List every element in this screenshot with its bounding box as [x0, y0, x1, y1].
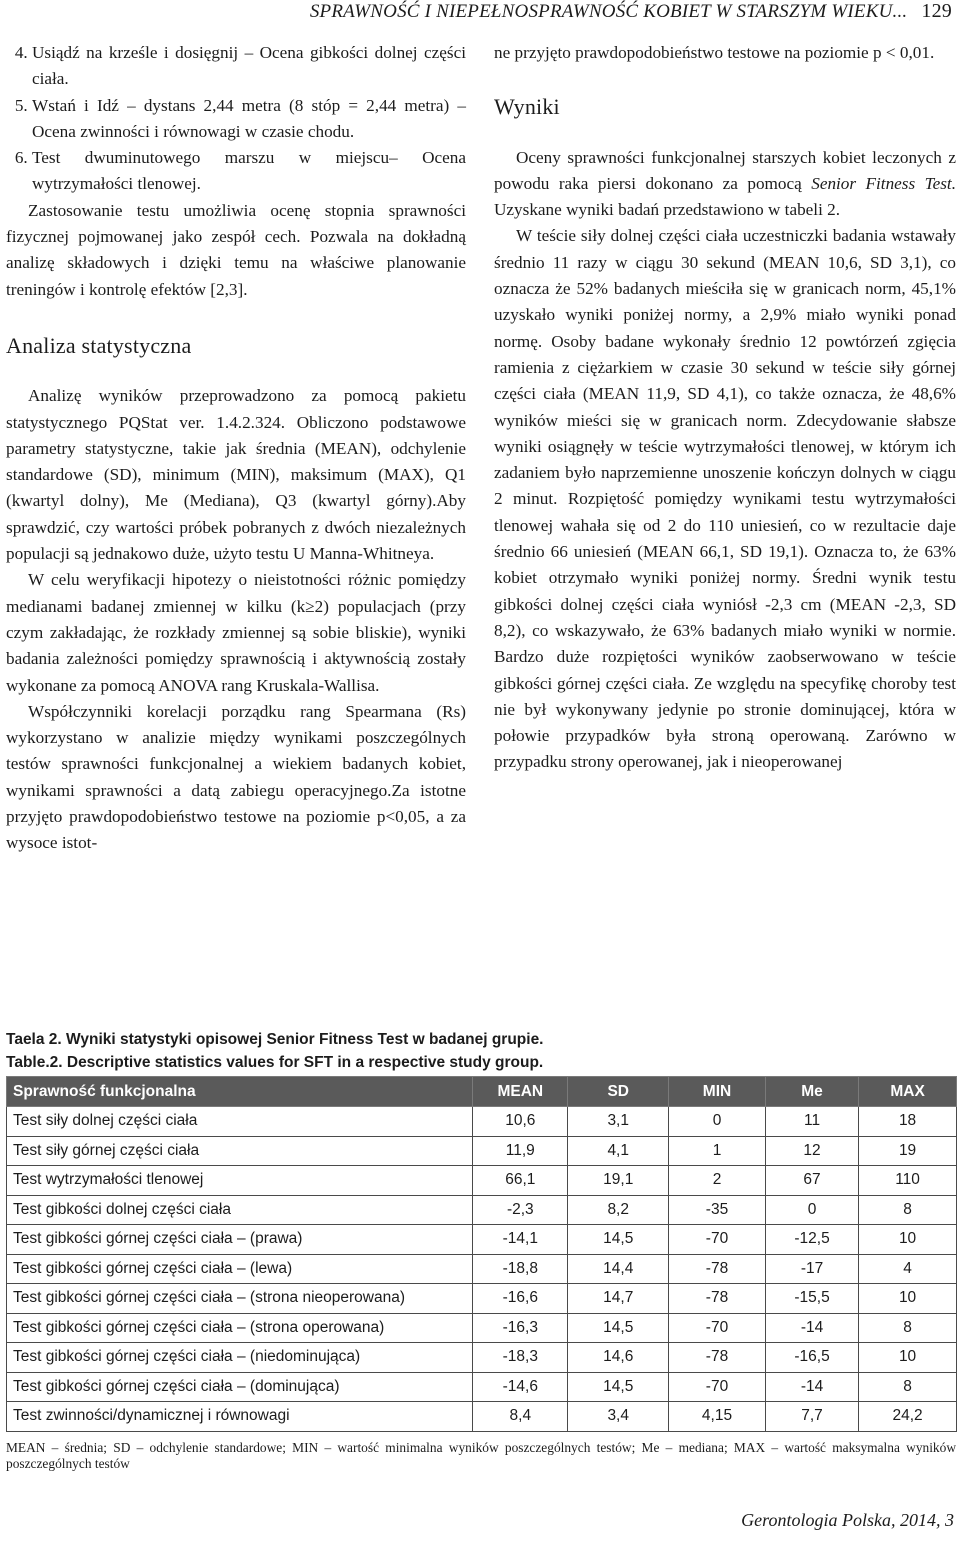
table-caption-en: Table.2. Descriptive statistics values for SFT in a respective study group. — [6, 1054, 544, 1071]
running-header — [310, 0, 952, 23]
value-cell: -35 — [669, 1195, 766, 1225]
value-cell: 19,1 — [568, 1166, 669, 1196]
value-cell: 8,4 — [473, 1402, 568, 1432]
test-name-italic: Senior Fitness Test. — [811, 173, 956, 193]
value-cell: 8 — [859, 1372, 957, 1402]
value-cell: -18,3 — [473, 1343, 568, 1373]
value-cell: -17 — [765, 1254, 858, 1284]
running-title: SPRAWNOŚĆ I NIEPEŁNOSPRAWNOŚĆ KOBIET W STARSZYM WIEKU... — [309, 1, 908, 22]
row-label-cell: Test gibkości górnej części ciała – (prawa) — [7, 1225, 473, 1255]
value-cell: -70 — [669, 1313, 766, 1343]
row-label-cell: Test gibkości górnej części ciała – (lewa) — [7, 1254, 473, 1284]
value-cell: 11,9 — [473, 1136, 568, 1166]
row-label-cell: Test gibkości górnej części ciała – (niedominująca) — [7, 1343, 473, 1373]
value-cell: -70 — [669, 1372, 766, 1402]
statistics-paragraph-2: W celu weryfikacji hipotezy o nieistotności różnic pomiędzy medianami badanej zmiennej w kilku (k≥2) populacjach (przy czym zakładając, że rozkłady zmiennej są sobie bliskie), wyniki badania zależności pomiędzy sprawnością i aktywnością zostały wykonane za pomocą ANOVA rang Kruskala-Wallisa. — [6, 570, 466, 695]
table-row — [7, 1195, 957, 1225]
page-number: 129 — [921, 0, 952, 22]
table-row — [7, 1343, 957, 1373]
value-cell: 1 — [669, 1136, 766, 1166]
header-cell: SD — [568, 1077, 669, 1107]
value-cell: 10,6 — [473, 1107, 568, 1137]
section-heading-statistics: Analiza statystyczna — [6, 332, 192, 358]
value-cell: 10 — [859, 1284, 957, 1314]
header-cell: Me — [765, 1077, 858, 1107]
value-cell: -18,8 — [473, 1254, 568, 1284]
value-cell: 12 — [765, 1136, 858, 1166]
value-cell: -78 — [669, 1284, 766, 1314]
row-label-cell: Test wytrzymałości tlenowej — [7, 1166, 473, 1196]
value-cell: 10 — [859, 1225, 957, 1255]
results-text-b: Uzyskane wyniki badań przedstawiono w tabeli 2. — [494, 200, 841, 220]
value-cell: -14,1 — [473, 1225, 568, 1255]
value-cell: -78 — [669, 1254, 766, 1284]
table-caption-pl: Taela 2. Wyniki statystyki opisowej Senior Fitness Test w badanej grupie. — [6, 1031, 544, 1048]
results-paragraph-2: W teście siły dolnej części ciała uczestniczki badania wstawały średnio 11 razy w ciągu 30 sekund (MEAN 10,6, SD 3,1), co oznacza że 52% badanych mieściła się w granicach norm, 45,1% uzyskało wyniki poniżej normy, a 2,9% miało wyniki ponad normę. Osoby badane wykonały średnio 12 powtórzeń zgięcia ramienia z ciężarkiem w czasie 30 sekund w teście siły górnej części ciała (MEAN 11,9, SD 4,1), co także oznacza, że 48,6% wyników mieści się w granicach norm. Zdecydowanie słabsze wyniki osiągnęły w teście wytrzymałości tlenowej, w którym ich zadaniem było naprzemienne unoszenie kończyn dolnych w ciągu 2 minut. Rozpiętość pomiędzy wynikami testu wytrzymałości tlenowej wahała się od 2 do 110 uniesień, co w rezultacie daje średnio 66 uniesień (MEAN 66,1, SD 19,1). Oznacza to, że 63% kobiet otrzymało wyniki poniżej normy. Średni wynik testu gibkości dolnej części ciała wyniósł -2,3 cm (MEAN -2,3, SD 8,2), co wskazywało, że 63% badanych miało wyniki w normie. Bardzo duże rozpiętości wyników zaobserwowano w teście gibkości górnej części ciała. Ze względu na specyfikę choroby test nie był wykonywany jedynie po stronie dominującej, która w połowie przypadków była stroną operowaną. Zarówno w przypadku strony operowanej, jak i nieoperowanej — [494, 226, 956, 772]
table-header-row — [7, 1077, 957, 1107]
value-cell: -14,6 — [473, 1372, 568, 1402]
table-row — [7, 1136, 957, 1166]
value-cell: 14,4 — [568, 1254, 669, 1284]
row-label-cell: Test gibkości dolnej części ciała — [7, 1195, 473, 1225]
value-cell: -14 — [765, 1372, 858, 1402]
table-footnote: MEAN – średnia; SD – odchylenie standardowe; MIN – wartość minimalna wyników poszczególnych testów; Me – mediana; MAX – wartość maksymalna wyników poszczególnych testów — [6, 1440, 956, 1471]
value-cell: -16,3 — [473, 1313, 568, 1343]
statistics-paragraph-3: Współczynniki korelacji porządku rang Spearmana (Rs) wykorzystano w analizie między wynikami poszczególnych testów sprawności funkcjonalnej a wiekiem badanych kobiet, wynikami sprawności a datą zabiegu operacyjnego.Za istotne przyjęto prawdopodobieństwo testowe na poziomie p<0,05, a za wysoce istot- — [6, 701, 466, 853]
journal-footer: Gerontologia Polska, 2014, 3 — [741, 1510, 954, 1530]
value-cell: -16,5 — [765, 1343, 858, 1373]
table-row — [7, 1313, 957, 1343]
value-cell: 18 — [859, 1107, 957, 1137]
value-cell: 4 — [859, 1254, 957, 1284]
table-row — [7, 1254, 957, 1284]
list-item: 5. Wstań i Idź – dystans 2,44 metra (8 stóp = 2,44 metra) – Ocena zwinności i równowagi w czasie chodu. — [32, 93, 466, 146]
value-cell: -16,6 — [473, 1284, 568, 1314]
table-row — [7, 1402, 957, 1432]
value-cell: 14,6 — [568, 1343, 669, 1373]
value-cell: 0 — [669, 1107, 766, 1137]
value-cell: -70 — [669, 1225, 766, 1255]
table-row — [7, 1372, 957, 1402]
table-row — [7, 1225, 957, 1255]
results-paragraph-1 — [494, 145, 956, 224]
list-item: 6. Test dwuminutowego marszu w miejscu– Ocena wytrzymałości tlenowej. — [32, 145, 466, 198]
value-cell: 19 — [859, 1136, 957, 1166]
results-table — [6, 1076, 957, 1432]
test-list — [6, 40, 466, 198]
left-column — [6, 40, 466, 857]
header-cell: Sprawność funkcjonalna — [7, 1077, 473, 1107]
row-label-cell: Test siły górnej części ciała — [7, 1136, 473, 1166]
value-cell: 11 — [765, 1107, 858, 1137]
value-cell: -78 — [669, 1343, 766, 1373]
row-label-cell: Test gibkości górnej części ciała – (dominująca) — [7, 1372, 473, 1402]
value-cell: -14 — [765, 1313, 858, 1343]
table-section — [6, 1028, 957, 1432]
value-cell: 3,1 — [568, 1107, 669, 1137]
intro-paragraph: Zastosowanie testu umożliwia ocenę stopnia sprawności fizycznej pojmowanej jako zespół cech. Pozwala na dokładną analizę składowych i dzięki temu na właściwe planowanie treningów i kontrolę efektów [2,3]. — [6, 200, 466, 299]
value-cell: 67 — [765, 1166, 858, 1196]
value-cell: 8,2 — [568, 1195, 669, 1225]
continued-paragraph: ne przyjęto prawdopodobieństwo testowe na poziomie p < 0,01. — [494, 43, 935, 62]
value-cell: 7,7 — [765, 1402, 858, 1432]
value-cell: 14,5 — [568, 1372, 669, 1402]
list-item: 4. Usiądź na krześle i dosięgnij – Ocena gibkości dolnej części ciała. — [32, 40, 466, 93]
results-text-a: Oceny sprawności funkcjonalnej starszych kobiet leczonych z powodu raka piersi dokonano za pomocą — [494, 147, 956, 193]
row-label-cell: Test siły dolnej części ciała — [7, 1107, 473, 1137]
header-cell: MEAN — [473, 1077, 568, 1107]
value-cell: 2 — [669, 1166, 766, 1196]
header-cell: MAX — [859, 1077, 957, 1107]
row-label-cell: Test gibkości górnej części ciała – (strona operowana) — [7, 1313, 473, 1343]
value-cell: 10 — [859, 1343, 957, 1373]
row-label-cell: Test gibkości górnej części ciała – (strona nieoperowana) — [7, 1284, 473, 1314]
value-cell: 66,1 — [473, 1166, 568, 1196]
value-cell: 8 — [859, 1195, 957, 1225]
value-cell: 4,1 — [568, 1136, 669, 1166]
table-row — [7, 1107, 957, 1137]
row-label-cell: Test zwinności/dynamicznej i równowagi — [7, 1402, 473, 1432]
value-cell: 14,5 — [568, 1313, 669, 1343]
value-cell: 14,7 — [568, 1284, 669, 1314]
right-column — [494, 40, 956, 776]
table-body — [7, 1107, 957, 1432]
value-cell: -2,3 — [473, 1195, 568, 1225]
table-row — [7, 1166, 957, 1196]
statistics-paragraph-1: Analizę wyników przeprowadzono za pomocą pakietu statystycznego PQStat ver. 1.4.2.324. Obliczono podstawowe parametry statystyczne, takie jak średnia (MEAN), odchylenie standardowe (SD), minimum (MIN), maksimum (MAX), Q1 (kwartyl dolny), Me (Mediana), Q3 (kwartyl górny).Aby sprawdzić, czy wartości próbek pobranych z dwóch niezależnych populacji są jednakowo duże, użyto testu U Manna-Whitneya. — [6, 386, 466, 564]
value-cell: -15,5 — [765, 1284, 858, 1314]
value-cell: 3,4 — [568, 1402, 669, 1432]
value-cell: 110 — [859, 1166, 957, 1196]
value-cell: 24,2 — [859, 1402, 957, 1432]
value-cell: 14,5 — [568, 1225, 669, 1255]
value-cell: 8 — [859, 1313, 957, 1343]
value-cell: -12,5 — [765, 1225, 858, 1255]
value-cell: 4,15 — [669, 1402, 766, 1432]
header-cell: MIN — [669, 1077, 766, 1107]
section-heading-results: Wyniki — [494, 94, 560, 120]
value-cell: 0 — [765, 1195, 858, 1225]
table-row — [7, 1284, 957, 1314]
